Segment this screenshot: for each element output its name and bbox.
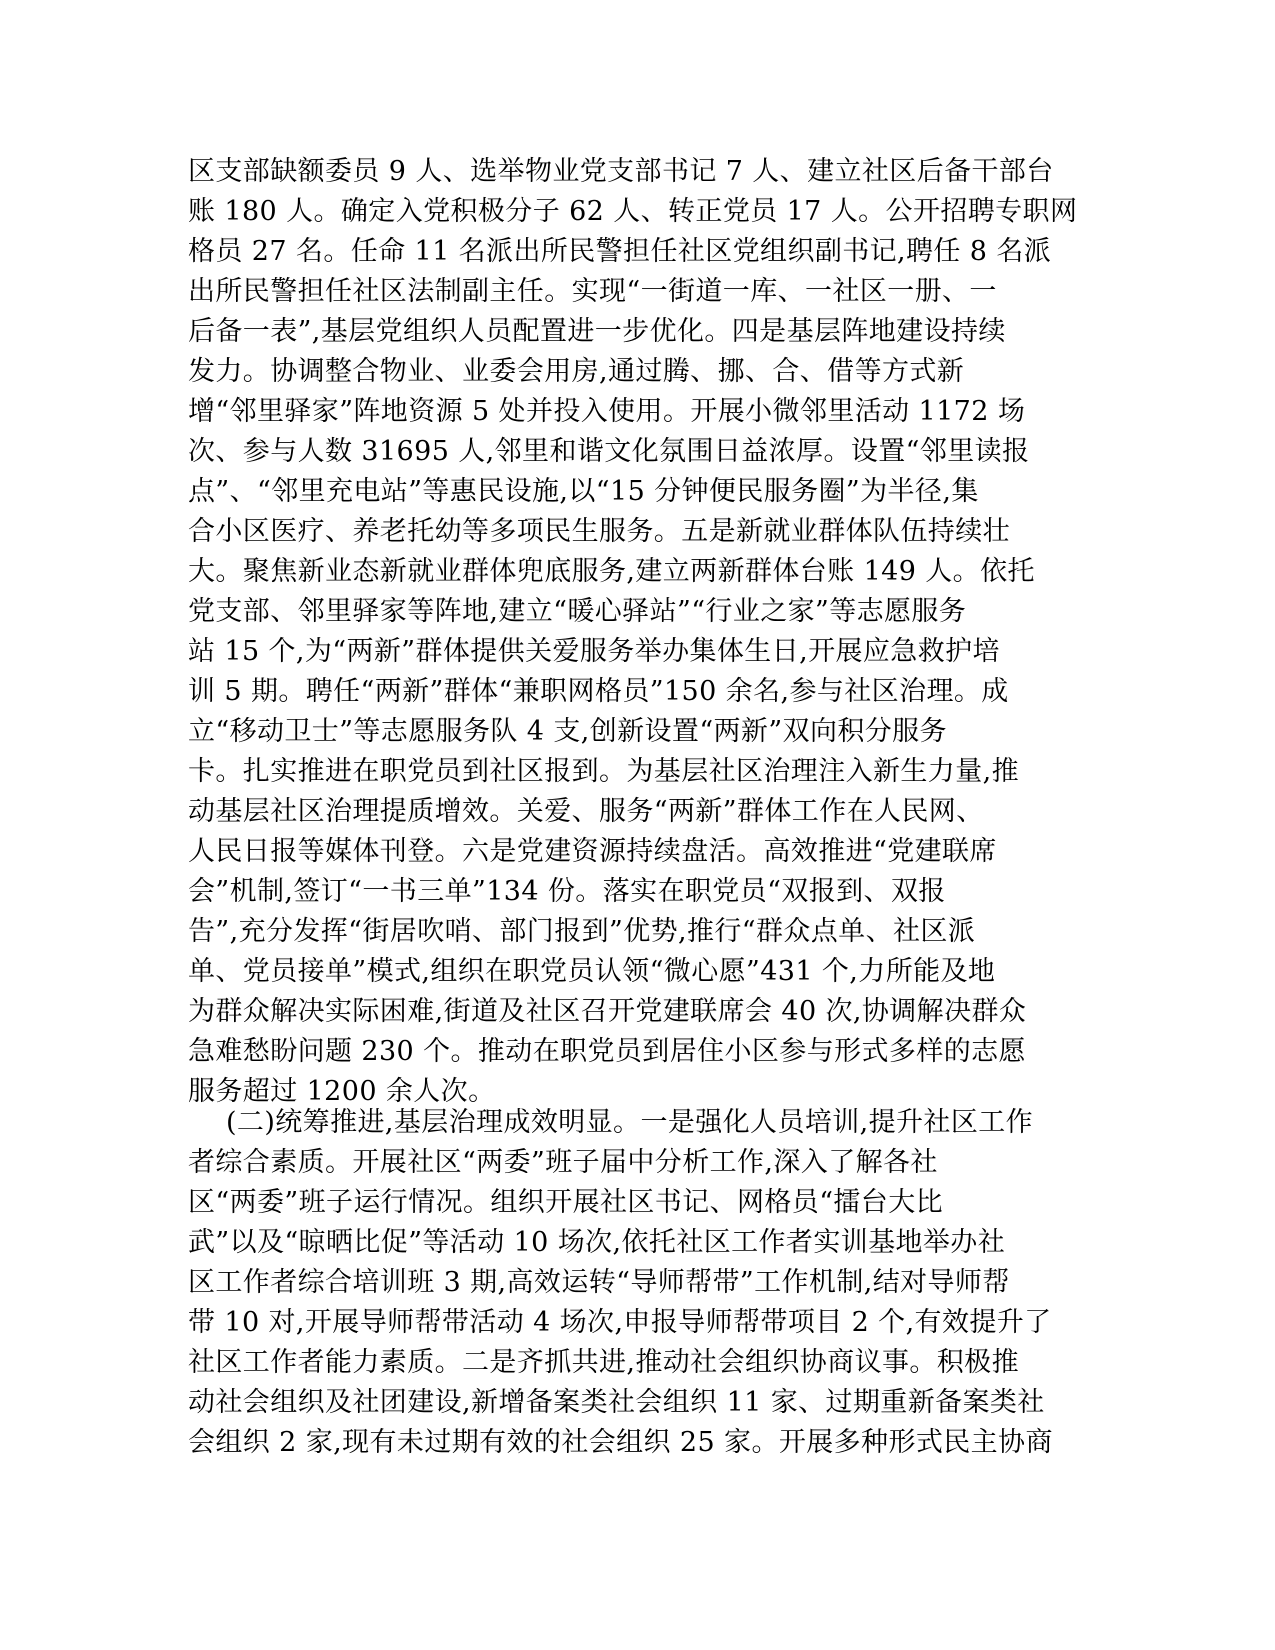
text-line: 区支部缺额委员 9 人、选举物业党支部书记 7 人、建立社区后备干部台 <box>188 156 1054 187</box>
text-line: 站 15 个,为“两新”群体提供关爱服务举办集体生日,开展应急救护培 <box>188 636 1000 667</box>
text-line: 告”,充分发挥“街居吹哨、部门报到”优势,推行“群众点单、社区派 <box>188 916 976 947</box>
text-line: 格员 27 名。任命 11 名派出所民警担任社区党组织副书记,聘任 8 名派 <box>188 236 1052 267</box>
text-line: 党支部、邻里驿家等阵地,建立“暖心驿站”“行业之家”等志愿服务 <box>188 596 967 627</box>
text-line: 服务超过 1200 余人次。 <box>188 1076 496 1107</box>
text-line: 增“邻里驿家”阵地资源 5 处并投入使用。开展小微邻里活动 1172 场 <box>188 396 1026 427</box>
text-line: 会”机制,签订“一书三单”134 份。落实在职党员“双报到、双报 <box>188 876 946 907</box>
text-line: 者综合素质。开展社区“两委”班子届中分析工作,深入了解各社 <box>188 1147 938 1178</box>
text-line: 区工作者综合培训班 3 期,高效运转“导师帮带”工作机制,结对导师帮 <box>188 1267 1010 1298</box>
text-line: 卡。扎实推进在职党员到社区报到。为基层社区治理注入新生力量,推 <box>188 756 1019 787</box>
text-line: 合小区医疗、养老托幼等多项民生服务。五是新就业群体队伍持续壮 <box>188 516 1010 547</box>
text-line: 区“两委”班子运行情况。组织开展社区书记、网格员“擂台大比 <box>188 1187 944 1218</box>
text-line: 动社会组织及社团建设,新增备案类社会组织 11 家、过期重新备案类社 <box>188 1387 1045 1418</box>
text-line: 点”、“邻里充电站”等惠民设施,以“15 分钟便民服务圈”为半径,集 <box>188 476 979 507</box>
text-line: 带 10 对,开展导师帮带活动 4 场次,申报导师帮带项目 2 个,有效提升了 <box>188 1307 1052 1338</box>
text-line: 出所民警担任社区法制副主任。实现“一街道一库、一社区一册、一 <box>188 276 997 307</box>
text-line: 为群众解决实际困难,街道及社区召开党建联席会 40 次,协调解决群众 <box>188 996 1027 1027</box>
text-line: 人民日报等媒体刊登。六是党建资源持续盘活。高效推进“党建联席 <box>188 836 997 867</box>
text-line: 账 180 人。确定入党积极分子 62 人、转正党员 17 人。公开招聘专职网 <box>188 196 1078 227</box>
text-line: 后备一表”,基层党组织人员配置进一步优化。四是基层阵地建设持续 <box>188 316 1006 347</box>
text-line: 单、党员接单”模式,组织在职党员认领“微心愿”431 个,力所能及地 <box>188 956 996 987</box>
text-line: 武”以及“晾晒比促”等活动 10 场次,依托社区工作者实训基地举办社 <box>188 1227 1006 1258</box>
text-line: 社区工作者能力素质。二是齐抓共进,推动社会组织协商议事。积极推 <box>188 1347 1019 1378</box>
paragraph-2 <box>188 1103 1088 1463</box>
text-line: 急难愁盼问题 230 个。推动在职党员到居住小区参与形式多样的志愿 <box>188 1036 1026 1067</box>
paragraph-1 <box>188 152 1088 1112</box>
text-line: 会组织 2 家,现有未过期有效的社会组织 25 家。开展多种形式民主协商 <box>188 1427 1053 1458</box>
text-line: 发力。协调整合物业、业委会用房,通过腾、挪、合、借等方式新 <box>188 356 965 387</box>
text-line: 大。聚焦新业态新就业群体兜底服务,建立两新群体台账 149 人。依托 <box>188 556 1035 587</box>
text-line: 次、参与人数 31695 人,邻里和谐文化氛围日益浓厚。设置“邻里读报 <box>188 436 1030 467</box>
text-line: 训 5 期。聘任“两新”群体“兼职网格员”150 余名,参与社区治理。成 <box>188 676 1009 707</box>
text-line: 动基层社区治理提质增效。关爱、服务“两新”群体工作在人民网、 <box>188 796 984 827</box>
text-line: (二)统筹推进,基层治理成效明显。一是强化人员培训,提升社区工作 <box>226 1107 1034 1138</box>
text-line: 立“移动卫士”等志愿服务队 4 支,创新设置“两新”双向积分服务 <box>188 716 947 747</box>
